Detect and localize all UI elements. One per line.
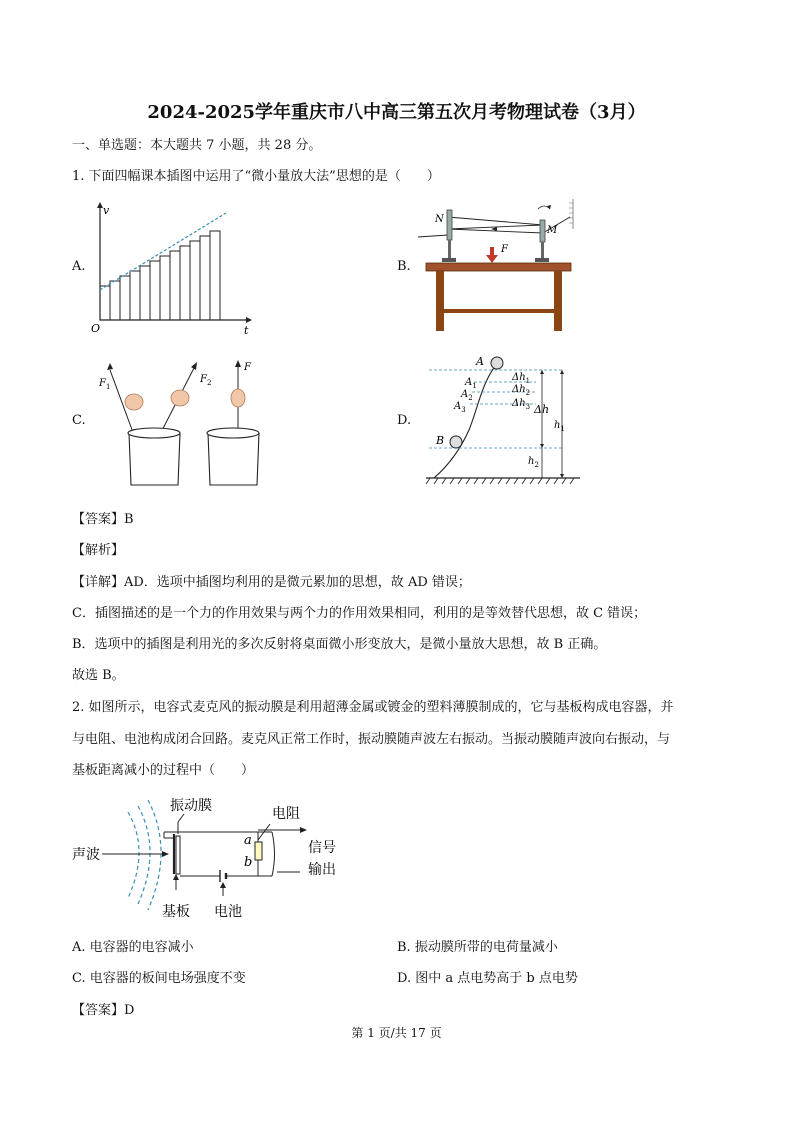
dh2-label: Δh: [512, 384, 526, 395]
dh3-sub: 3: [525, 403, 531, 411]
dh1-label: Δh: [512, 372, 526, 383]
svg-text:h2: [528, 456, 539, 469]
a1-sub: 1: [472, 382, 477, 390]
dh-label: Δh: [534, 403, 550, 416]
membrane-label: 振动膜: [170, 798, 212, 814]
f1-subscript: 1: [105, 383, 111, 391]
point-b-mic: b: [244, 855, 253, 870]
point-a-label: A: [476, 355, 484, 368]
v-axis-label: v: [103, 204, 110, 217]
signal-label-2: 输出: [308, 862, 336, 878]
svg-text:A2: [460, 389, 473, 402]
analysis-1: 【解析】: [72, 543, 125, 558]
a3-sub: 3: [461, 406, 466, 414]
dh2-sub: 2: [525, 389, 531, 397]
m-label: M: [547, 225, 558, 236]
origin-label: O: [91, 322, 101, 335]
figure-microphone-circuit: [72, 792, 347, 924]
point-a3-label: A: [454, 401, 462, 412]
svg-text:F1: [98, 378, 110, 391]
option-a-label: A.: [72, 259, 86, 274]
svg-text:Δh3: [511, 398, 530, 411]
point-a1-label: A: [465, 377, 473, 388]
f-label-c: F: [244, 362, 251, 373]
svg-text:F2: [199, 374, 211, 387]
h1-sub: 1: [560, 425, 565, 433]
dh1-sub: 1: [525, 377, 531, 385]
figure-c-spring-scales: [96, 358, 271, 490]
resistor-label: 电阻: [272, 806, 300, 822]
signal-label-1: 信号: [308, 840, 336, 856]
option-2c: C. 电容器的板间电场强度不变: [72, 971, 246, 986]
option-b-label: B.: [397, 259, 411, 274]
page-title: 2024-2025学年重庆市八中高三第五次月考物理试卷（3月）: [147, 102, 646, 123]
point-a-mic: a: [244, 833, 252, 848]
battery-label: 电池: [214, 904, 242, 920]
option-2a: A. 电容器的电容减小: [72, 940, 194, 955]
f1-label: F: [99, 378, 106, 389]
dh3-label: Δh: [512, 398, 526, 409]
figure-a-velocity-graph: [88, 200, 253, 335]
t-axis-label: t: [244, 324, 249, 335]
page-footer: 第 1 页/共 17 页: [351, 1026, 442, 1040]
answer-2: 【答案】D: [72, 1003, 135, 1018]
option-c-label: C.: [72, 413, 86, 428]
svg-text:A3: [453, 401, 466, 414]
h1-label: h: [554, 420, 561, 431]
svg-text:h1: [554, 420, 565, 433]
f2-subscript: 2: [206, 379, 212, 387]
point-a2-label: A: [461, 389, 469, 400]
option-2d: D. 图中 a 点电势高于 b 点电势: [397, 971, 578, 986]
a2-sub: 2: [468, 394, 473, 402]
n-label: N: [435, 214, 444, 225]
question-2-line-3: 基板距离减小的过程中（ ）: [72, 763, 255, 778]
section-heading: 一、单选题：本大题共 7 小题，共 28 分。: [72, 138, 322, 153]
conclusion-1: 故选 B。: [72, 668, 125, 683]
h2-label: h: [528, 456, 535, 467]
base-label: 基板: [162, 904, 190, 920]
option-2b: B. 振动膜所带的电荷量减小: [397, 940, 558, 955]
question-2-line-1: 2. 如图所示，电容式麦克风的振动膜是利用超薄金属或镀金的塑料薄膜制成的，它与基板构成电容器，并: [72, 700, 674, 715]
question-1-stem: 1. 下面四幅课本插图中运用了“微小量放大法”思想的是（ ）: [72, 169, 440, 184]
question-2-line-2: 与电阻、电池构成闭合回路。麦克风正常工作时，振动膜随声波左右振动。当振动膜随声波向右振动，与: [72, 732, 671, 747]
option-d-label: D.: [397, 413, 412, 428]
f2-label: F: [200, 374, 207, 385]
detail-1-b: B．选项中的插图是利用光的多次反射将桌面微小形变放大，是微小量放大思想，故 B 正确。: [72, 637, 607, 652]
svg-text:Δh2: [511, 384, 530, 397]
detail-1: 【详解】AD．选项中插图均利用的是微元累加的思想，故 AD 错误；: [72, 575, 471, 590]
point-b-label: B: [436, 434, 445, 447]
figure-b-table-mirror: [418, 195, 583, 335]
h2-sub: 2: [534, 461, 539, 469]
sound-wave-label: 声波: [72, 847, 100, 863]
f-label: F: [501, 244, 508, 255]
figure-d-track-heights: [424, 350, 589, 485]
detail-1-c: C．插图描述的是一个力的作用效果与两个力的作用效果相同，利用的是等效替代思想，故 C 错误；: [72, 606, 647, 621]
answer-1: 【答案】B: [72, 512, 134, 527]
